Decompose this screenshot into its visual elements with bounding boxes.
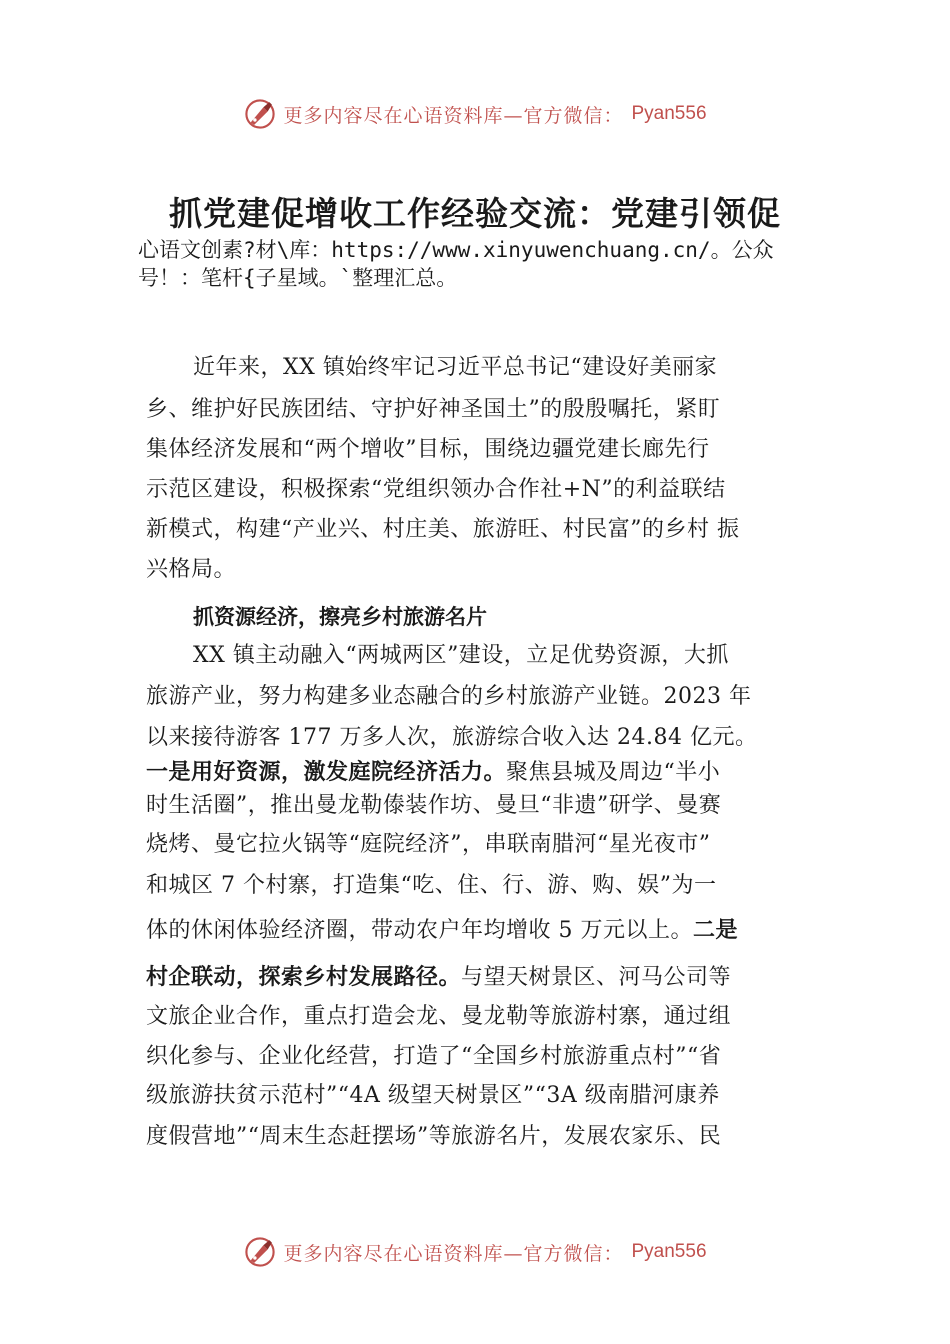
point-two-heading: 二是 — [693, 918, 739, 943]
intro-line: 兴格局。 — [146, 557, 237, 582]
point-one-heading: 一是用好资源，激发庭院经济活力。 — [146, 760, 507, 785]
pen-nib-logo-icon — [243, 1235, 277, 1269]
source-line: 号！：笔杆{子星域。`整理汇总。 — [138, 266, 458, 290]
intro-line: 示范区建设，积极探索“党组织领办合作社+N”的利益联结 — [146, 477, 726, 502]
banner-wechat-id: Pyan556 — [631, 1241, 707, 1262]
source-line: 心语文创素?材\库：https://www.xinyuwenchuang.cn/。公众 — [138, 238, 774, 262]
footer-banner — [0, 1232, 950, 1272]
body-line: 旅游产业，努力构建多业态融合的乡村旅游产业链。2023 年 — [146, 684, 752, 709]
source-note — [138, 236, 838, 292]
body-line: 烧烤、曼它拉火锅等“庭院经济”，串联南腊河“星光夜市” — [146, 832, 711, 857]
section-heading: 抓资源经济，擦亮乡村旅游名片 — [193, 605, 487, 629]
banner-text: 更多内容尽在心语资料库—官方微信： — [283, 104, 624, 127]
intro-line: 近年来，XX 镇始终牢记习近平总书记“建设好美丽家 — [193, 355, 718, 380]
body-line: XX 镇主动融入“两城两区”建设，立足优势资源，大抓 — [193, 643, 729, 668]
body-line: 文旅企业合作，重点打造会龙、曼龙勒等旅游村寨，通过组 — [146, 1004, 732, 1029]
header-banner — [0, 94, 950, 134]
body-text: 体的休闲体验经济圈，带动农户年均增收 5 万元以上。 — [146, 918, 693, 943]
pen-nib-logo-icon — [243, 97, 277, 131]
body-line — [146, 960, 731, 991]
body-line: 级旅游扶贫示范村”“4A 级望天树景区”“3A 级南腊河康养 — [146, 1083, 720, 1108]
body-line: 和城区 7 个村寨，打造集“吃、住、行、游、购、娱”为一 — [146, 873, 717, 898]
body-text: 聚焦县城及周边“半小 — [506, 760, 721, 785]
body-line: 以来接待游客 177 万多人次，旅游综合收入达 24.84 亿元。 — [146, 725, 758, 750]
body-line — [146, 755, 720, 786]
intro-line: 乡、维护好民族团结、守护好神圣国土”的殷殷嘱托，紧盯 — [146, 397, 721, 422]
body-line: 度假营地”“周末生态赶摆场”等旅游名片，发展农家乐、民 — [146, 1124, 722, 1149]
body-line: 织化参与、企业化经营，打造了“全国乡村旅游重点村”“省 — [146, 1044, 722, 1069]
document-title: 抓党建促增收工作经验交流：党建引领促 — [169, 194, 781, 233]
banner-wechat-id: Pyan556 — [631, 103, 707, 124]
banner-text: 更多内容尽在心语资料库—官方微信： — [283, 1242, 624, 1265]
intro-line: 集体经济发展和“两个增收”目标，围绕边疆党建长廊先行 — [146, 437, 710, 462]
body-text: 与望天树景区、河马公司等 — [461, 965, 732, 990]
body-line: 时生活圈”，推出曼龙勒傣装作坊、曼旦“非遗”研学、曼赛 — [146, 793, 722, 818]
point-two-heading: 村企联动，探索乡村发展路径。 — [146, 965, 462, 990]
body-line — [146, 913, 738, 944]
intro-line: 新模式，构建“产业兴、村庄美、旅游旺、村民富”的乡村 振 — [146, 517, 740, 542]
